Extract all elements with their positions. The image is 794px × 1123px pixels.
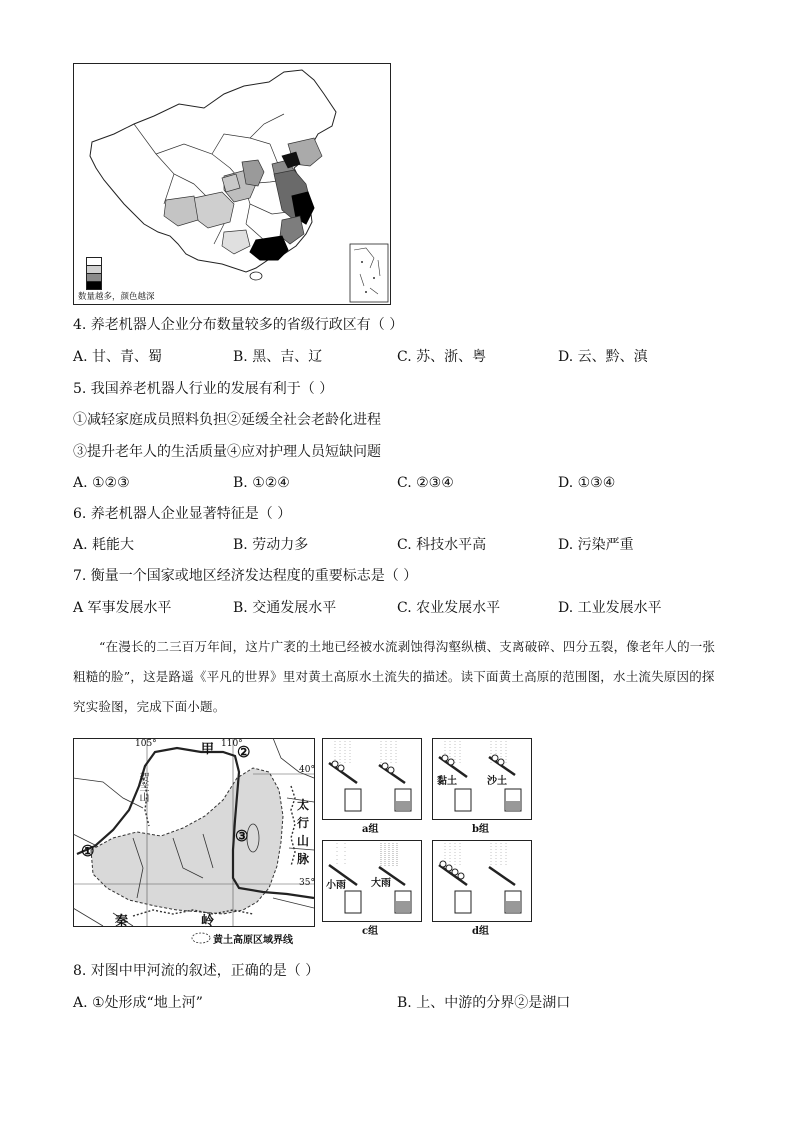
panel-c <box>322 840 422 922</box>
mountain-taihang-4: 脉 <box>297 852 310 866</box>
group-c-label: c组 <box>362 926 379 937</box>
lon-110-label: 110° <box>221 739 243 749</box>
legend-caption: 数量越多，颜色越深 <box>78 292 155 302</box>
mountain-helan-label: 贺兰山 <box>137 772 148 802</box>
mountain-taihang-3: 山 <box>297 834 310 848</box>
q6-option-a[interactable]: A. 耗能大 <box>73 537 135 553</box>
q5-option-c[interactable]: C. ②③④ <box>397 475 454 491</box>
q6-option-b[interactable]: B. 劳动力多 <box>233 537 309 553</box>
loess-plateau-map <box>73 738 315 948</box>
group-a-label: a组 <box>362 824 379 835</box>
panel-a <box>322 738 422 820</box>
q7-option-a[interactable]: A 军事发展水平 <box>73 600 172 616</box>
label-heavy-rain: 大雨 <box>371 878 391 889</box>
label-light-rain: 小雨 <box>326 880 346 891</box>
lat-40-label: 40° <box>299 765 315 775</box>
mountain-taihang-1: 太 <box>297 798 310 812</box>
map2-legend-label: 黄土高原区域界线 <box>213 935 293 946</box>
q5-option-a[interactable]: A. ①②③ <box>73 475 130 491</box>
panel-a-svg <box>323 739 421 819</box>
marker-2: ② <box>237 743 251 761</box>
loess-plateau-svg <box>73 738 315 948</box>
q5-stem: 5. 我国养老机器人行业的发展有利于（ ） <box>73 381 334 397</box>
q5-option-b[interactable]: B. ①②④ <box>233 475 290 491</box>
q8-stem: 8. 对图中甲河流的叙述，正确的是（ ） <box>73 963 320 979</box>
group-b-label: b组 <box>472 824 489 835</box>
lon-105-label: 105° <box>135 739 157 749</box>
mountain-qinling-1: 秦 <box>115 914 129 929</box>
q4-stem: 4. 养老机器人企业分布数量较多的省级行政区有（ ） <box>73 317 404 333</box>
q6-option-c[interactable]: C. 科技水平高 <box>397 537 487 553</box>
china-map-svg <box>74 64 390 304</box>
label-sand: 沙土 <box>487 776 507 787</box>
legend-swatch-4 <box>86 281 102 290</box>
q4-option-d[interactable]: D. 云、黔、滇 <box>558 349 648 365</box>
q7-stem: 7. 衡量一个国家或地区经济发达程度的重要标志是（ ） <box>73 568 418 584</box>
q8-option-b[interactable]: B. 上、中游的分界②是湖口 <box>397 995 571 1011</box>
q4-option-a[interactable]: A. 甘、青、蜀 <box>73 349 163 365</box>
mountain-taihang-2: 行 <box>297 816 310 830</box>
group-d-label: d组 <box>472 926 489 937</box>
q5-line1: ①减轻家庭成员照料负担②延缓全社会老龄化进程 <box>73 412 381 428</box>
q6-option-d[interactable]: D. 污染严重 <box>558 537 634 553</box>
marker-1: ① <box>81 842 95 860</box>
china-map <box>73 63 391 305</box>
panel-b <box>432 738 532 820</box>
experiment-figure <box>322 738 534 938</box>
mountain-qinling-2: 岭 <box>201 914 215 929</box>
q5-line2: ③提升老年人的生活质量④应对护理人员短缺问题 <box>73 444 381 460</box>
q7-option-b[interactable]: B. 交通发展水平 <box>233 600 337 616</box>
q4-option-c[interactable]: C. 苏、浙、粤 <box>397 349 487 365</box>
q6-stem: 6. 养老机器人企业显著特征是（ ） <box>73 506 292 522</box>
q8-option-a[interactable]: A. ①处形成“地上河” <box>73 995 203 1011</box>
panel-d <box>432 840 532 922</box>
reading-passage: “在漫长的二三百万年间，这片广袤的土地已经被水流剥蚀得沟壑纵横、支离破碎、四分五裂，像老年人的一张粗糙的脸”，这是路遥《平凡的世界》里对黄土高原水土流失的描述。读下面黄土高原的范围图，水土流失原因的探究实验图，完成下面小题。 <box>73 639 716 714</box>
q7-option-d[interactable]: D. 工业发展水平 <box>558 600 662 616</box>
lat-35-label: 35° <box>299 878 315 888</box>
q7-option-c[interactable]: C. 农业发展水平 <box>397 600 501 616</box>
q5-option-d[interactable]: D. ①③④ <box>558 475 616 491</box>
q4-option-b[interactable]: B. 黑、吉、辽 <box>233 349 323 365</box>
marker-3: ③ <box>235 827 249 845</box>
panel-d-svg <box>433 841 531 921</box>
river-jia-label: 甲 <box>201 742 215 757</box>
label-clay: 黏土 <box>437 776 457 787</box>
